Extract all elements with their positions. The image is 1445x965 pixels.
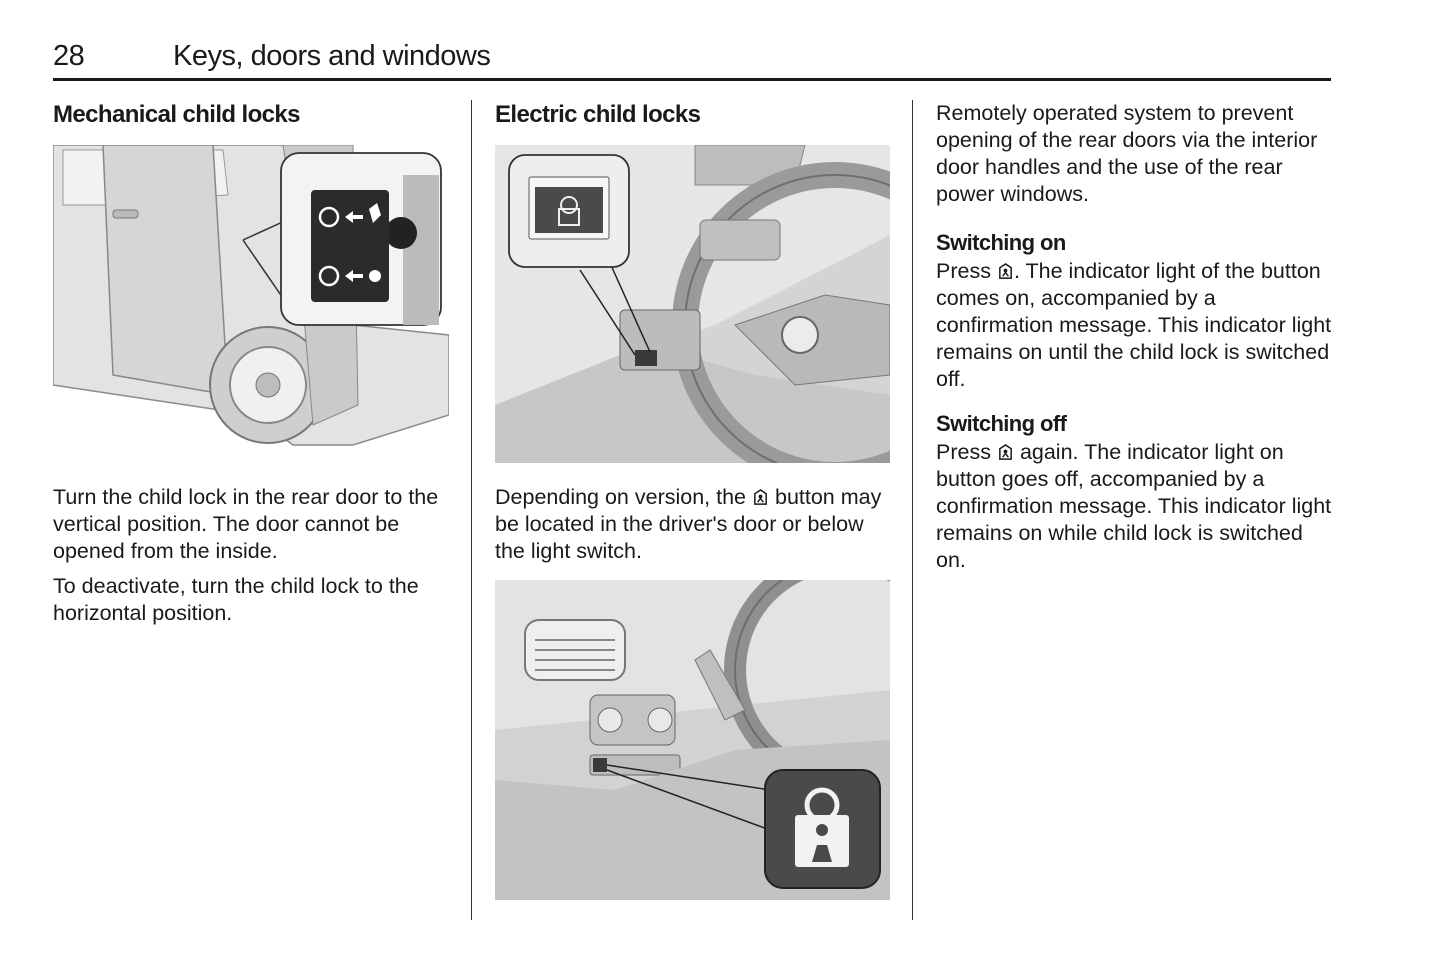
switching-off-paragraph: [936, 439, 1336, 574]
electric-caption-text: [495, 484, 895, 565]
light-switch-panel-illustration: [495, 580, 890, 900]
intro-paragraph: Remotely operated system to prevent opening of the rear doors via the interior door handles and the use of the rear power windows.: [936, 101, 1318, 206]
column-divider: [471, 100, 472, 920]
caption-after: button may be located in the driver's door or below the light switch.: [495, 485, 882, 563]
switching-on-press: Press: [936, 259, 991, 283]
mechanical-paragraph-1: Turn the child lock in the rear door to the vertical position. The door cannot be opened from the inside.: [53, 485, 439, 563]
child-lock-icon: [997, 263, 1014, 280]
mechanical-text: [53, 484, 453, 627]
child-lock-icon: [997, 444, 1014, 461]
switching-on-text: . The indicator light of the button comes on, accompanied by a confirmation message. This indicator light remains on until the child lock is switched off.: [936, 259, 1332, 391]
page-number: 28: [53, 40, 85, 72]
mechanical-heading: Mechanical child locks: [53, 101, 300, 128]
switching-off-text: again. The indicator light on button goes off, accompanied by a confirmation message. This indicator light remains on while child lock is switched on.: [936, 440, 1332, 572]
caption-before: Depending on version, the: [495, 485, 747, 509]
electric-heading: Electric child locks: [495, 101, 701, 128]
mechanical-child-lock-illustration: [53, 145, 449, 461]
mechanical-paragraph-2: To deactivate, turn the child lock to the horizontal position.: [53, 574, 419, 625]
column-divider: [912, 100, 913, 920]
driver-door-illustration: [495, 145, 890, 463]
switching-on-paragraph: [936, 258, 1336, 393]
page-header: [53, 40, 1331, 81]
child-lock-description: [936, 100, 1336, 574]
switching-on-heading: Switching on: [936, 230, 1066, 255]
electric-caption: [495, 484, 895, 565]
section-title: Keys, doors and windows: [173, 40, 491, 72]
child-lock-icon: [752, 489, 769, 506]
switching-off-heading: Switching off: [936, 411, 1067, 436]
switching-off-press: Press: [936, 440, 991, 464]
